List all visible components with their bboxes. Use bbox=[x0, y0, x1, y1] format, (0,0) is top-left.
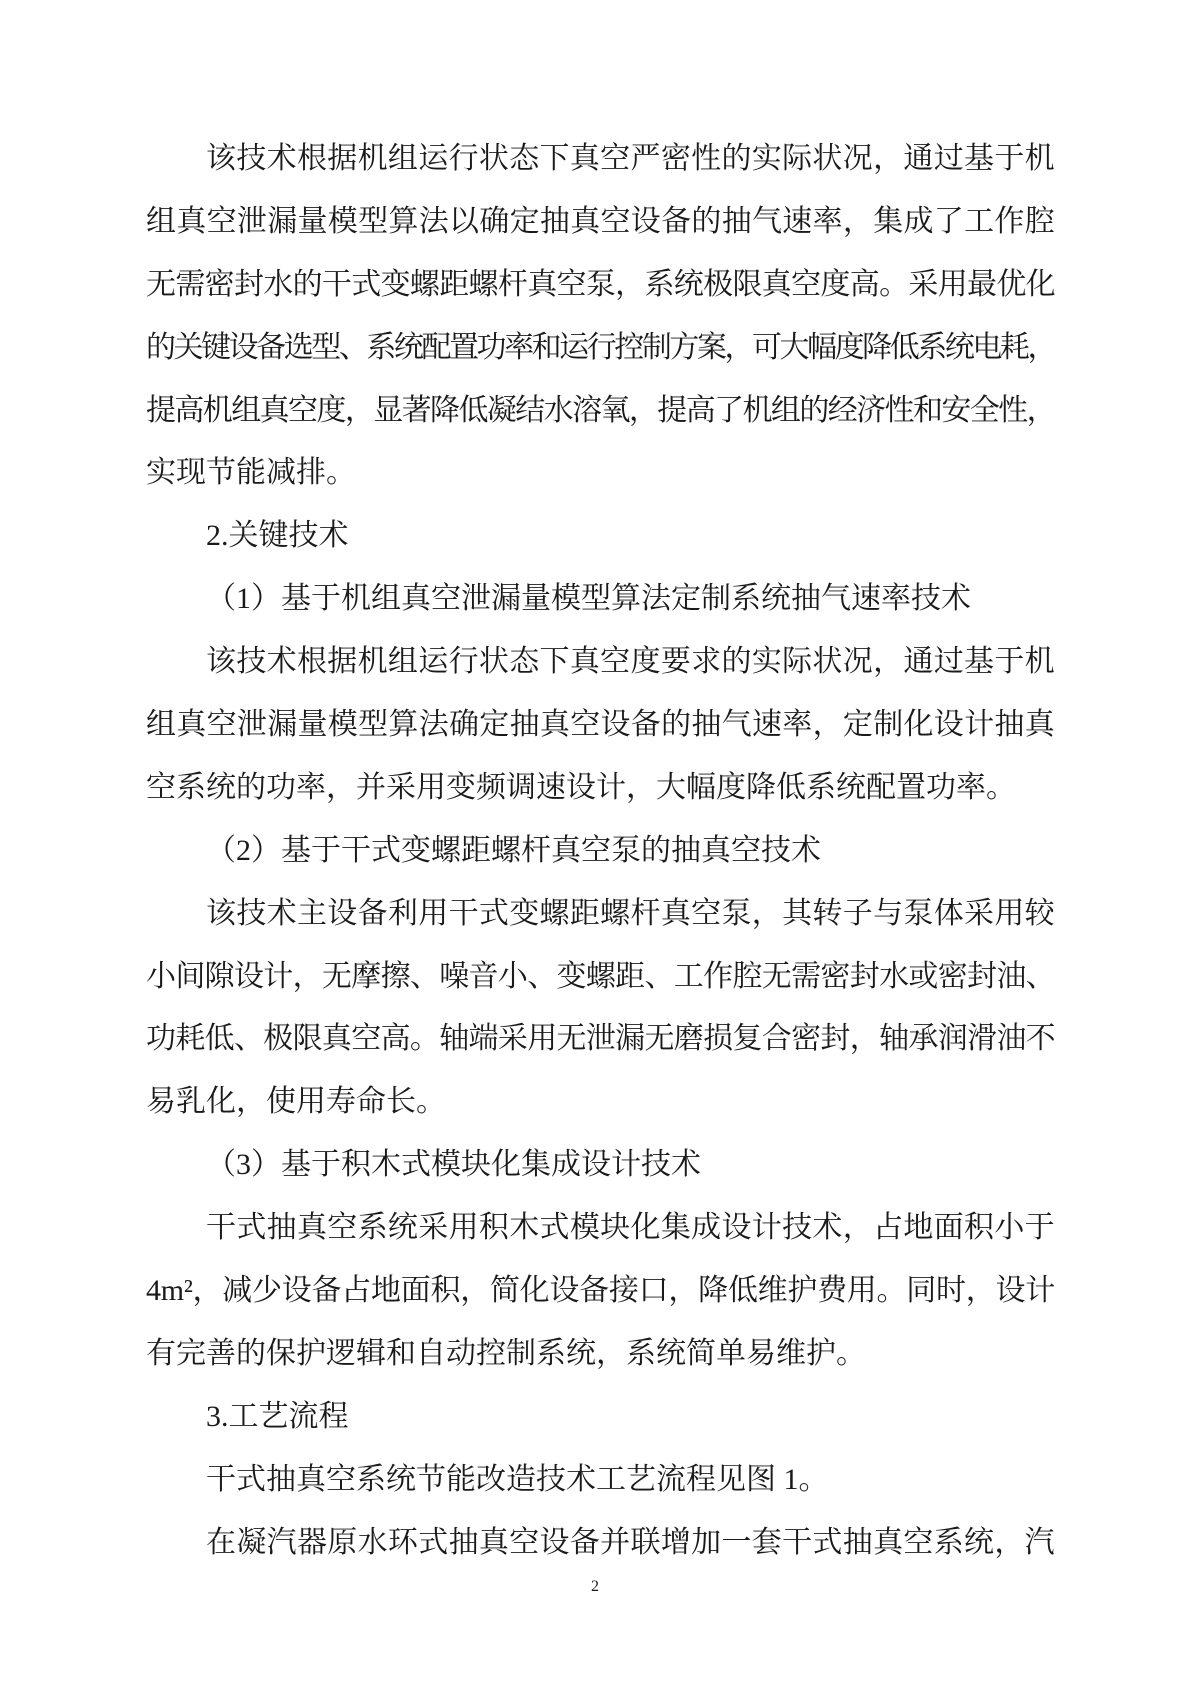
heading-text: （1）基于机组真空泄漏量模型算法定制系统抽气速率技术 bbox=[206, 582, 971, 616]
paragraph-line: 实现节能减排。 bbox=[146, 456, 356, 490]
paragraph-line: 小间隙设计，无摩擦、噪音小、变螺距、工作腔无需密封水或密封油、 bbox=[146, 959, 1055, 993]
heading-text: 3.工艺流程 bbox=[206, 1399, 349, 1433]
body-paragraph bbox=[146, 1197, 1055, 1386]
page-number: 2 bbox=[591, 1578, 599, 1595]
paragraph-line: 干式抽真空系统采用积木式模块化集成设计技术，占地面积小于 bbox=[206, 1211, 1055, 1245]
body-paragraph bbox=[146, 1449, 1055, 1512]
paragraph-line: 无需密封水的干式变螺距螺杆真空泵，系统极限真空度高。采用最优化 bbox=[146, 267, 1055, 301]
body-paragraph bbox=[146, 128, 1055, 505]
paragraph-line: 该技术主设备利用干式变螺距螺杆真空泵，其转子与泵体采用较 bbox=[206, 896, 1055, 930]
heading-text: （2）基于干式变螺距螺杆真空泵的抽真空技术 bbox=[206, 833, 821, 867]
paragraph-line: 在凝汽器原水环式抽真空设备并联增加一套干式抽真空系统，汽 bbox=[206, 1525, 1055, 1559]
paragraph-line: 空系统的功率，并采用变频调速设计，大幅度降低系统配置功率。 bbox=[146, 770, 1016, 804]
subsection-heading bbox=[146, 568, 1055, 631]
paragraph-line: 有完善的保护逻辑和自动控制系统，系统简单易维护。 bbox=[146, 1336, 866, 1370]
page-body bbox=[146, 128, 1055, 1574]
section-heading bbox=[146, 505, 1055, 568]
paragraph-line: 4m²，减少设备占地面积，简化设备接口，降低维护费用。同时，设计 bbox=[146, 1274, 1055, 1308]
paragraph-line: 干式抽真空系统节能改造技术工艺流程见图 1。 bbox=[206, 1462, 829, 1496]
body-paragraph bbox=[146, 883, 1055, 1135]
subsection-heading bbox=[146, 820, 1055, 883]
subsection-heading bbox=[146, 1134, 1055, 1197]
paragraph-line: 的关键设备选型、系统配置功率和运行控制方案，可大幅度降低系统电耗， bbox=[146, 330, 1055, 364]
paragraph-line: 该技术根据机组运行状态下真空度要求的实际状况，通过基于机 bbox=[206, 645, 1055, 679]
body-paragraph bbox=[146, 1512, 1055, 1575]
paragraph-line: 易乳化，使用寿命长。 bbox=[146, 1085, 446, 1119]
heading-text: （3）基于积木式模块化集成设计技术 bbox=[206, 1148, 701, 1182]
heading-text: 2.关键技术 bbox=[206, 519, 349, 553]
body-paragraph bbox=[146, 631, 1055, 820]
paragraph-line: 该技术根据机组运行状态下真空严密性的实际状况，通过基于机 bbox=[206, 142, 1055, 175]
paragraph-line: 组真空泄漏量模型算法以确定抽真空设备的抽气速率，集成了工作腔 bbox=[146, 204, 1055, 238]
section-heading bbox=[146, 1386, 1055, 1449]
paragraph-line: 组真空泄漏量模型算法确定抽真空设备的抽气速率，定制化设计抽真 bbox=[146, 708, 1055, 742]
paragraph-line: 提高机组真空度，显著降低凝结水溶氧，提高了机组的经济性和安全性， bbox=[146, 393, 1055, 427]
paragraph-line: 功耗低、极限真空高。轴端采用无泄漏无磨损复合密封，轴承润滑油不 bbox=[146, 1022, 1055, 1056]
